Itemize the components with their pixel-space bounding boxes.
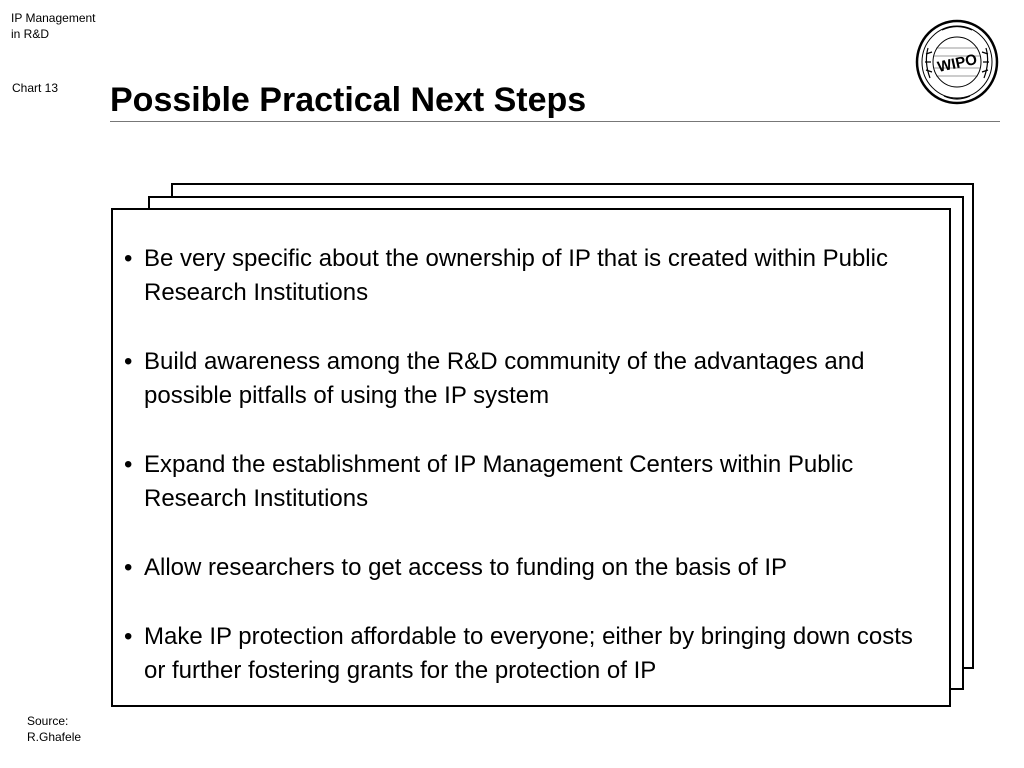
source-name: R.Ghafele [27, 730, 82, 744]
logo-text: WIPO [935, 50, 979, 76]
bullet-icon: • [124, 451, 133, 478]
list-item [124, 448, 924, 516]
list-item [124, 620, 924, 688]
next-steps-list [124, 242, 924, 723]
list-item-text: Make IP protection affordable to everyone; either by bringing down costs or further fostering grants for the protection of IP [144, 623, 913, 684]
wipo-seal-icon [914, 18, 1000, 106]
list-item-text: Build awareness among the R&D community of the advantages and possible pitfalls of using the IP system [144, 348, 865, 409]
title-divider [110, 121, 1000, 122]
chart-number-label: Chart 13 [12, 81, 59, 95]
slide-title: Possible Practical Next Steps [110, 81, 587, 119]
source-note [27, 713, 81, 745]
list-item [124, 551, 924, 585]
list-item-text: Allow researchers to get access to funding on the basis of IP [144, 554, 788, 581]
bullet-icon: • [124, 245, 133, 272]
list-item [124, 242, 924, 310]
presentation-title-line1: IP Management [11, 11, 96, 25]
bullet-icon: • [124, 623, 133, 650]
list-item-text: Expand the establishment of IP Management Centers within Public Research Institutions [144, 451, 854, 512]
bullet-icon: • [124, 554, 133, 581]
source-label: Source: [27, 714, 69, 728]
list-item [124, 345, 924, 413]
bullet-icon: • [124, 348, 133, 375]
presentation-title [11, 10, 96, 42]
list-item-text: Be very specific about the ownership of IP that is created within Public Research Institutions [144, 245, 888, 306]
presentation-title-line2: in R&D [11, 27, 50, 41]
